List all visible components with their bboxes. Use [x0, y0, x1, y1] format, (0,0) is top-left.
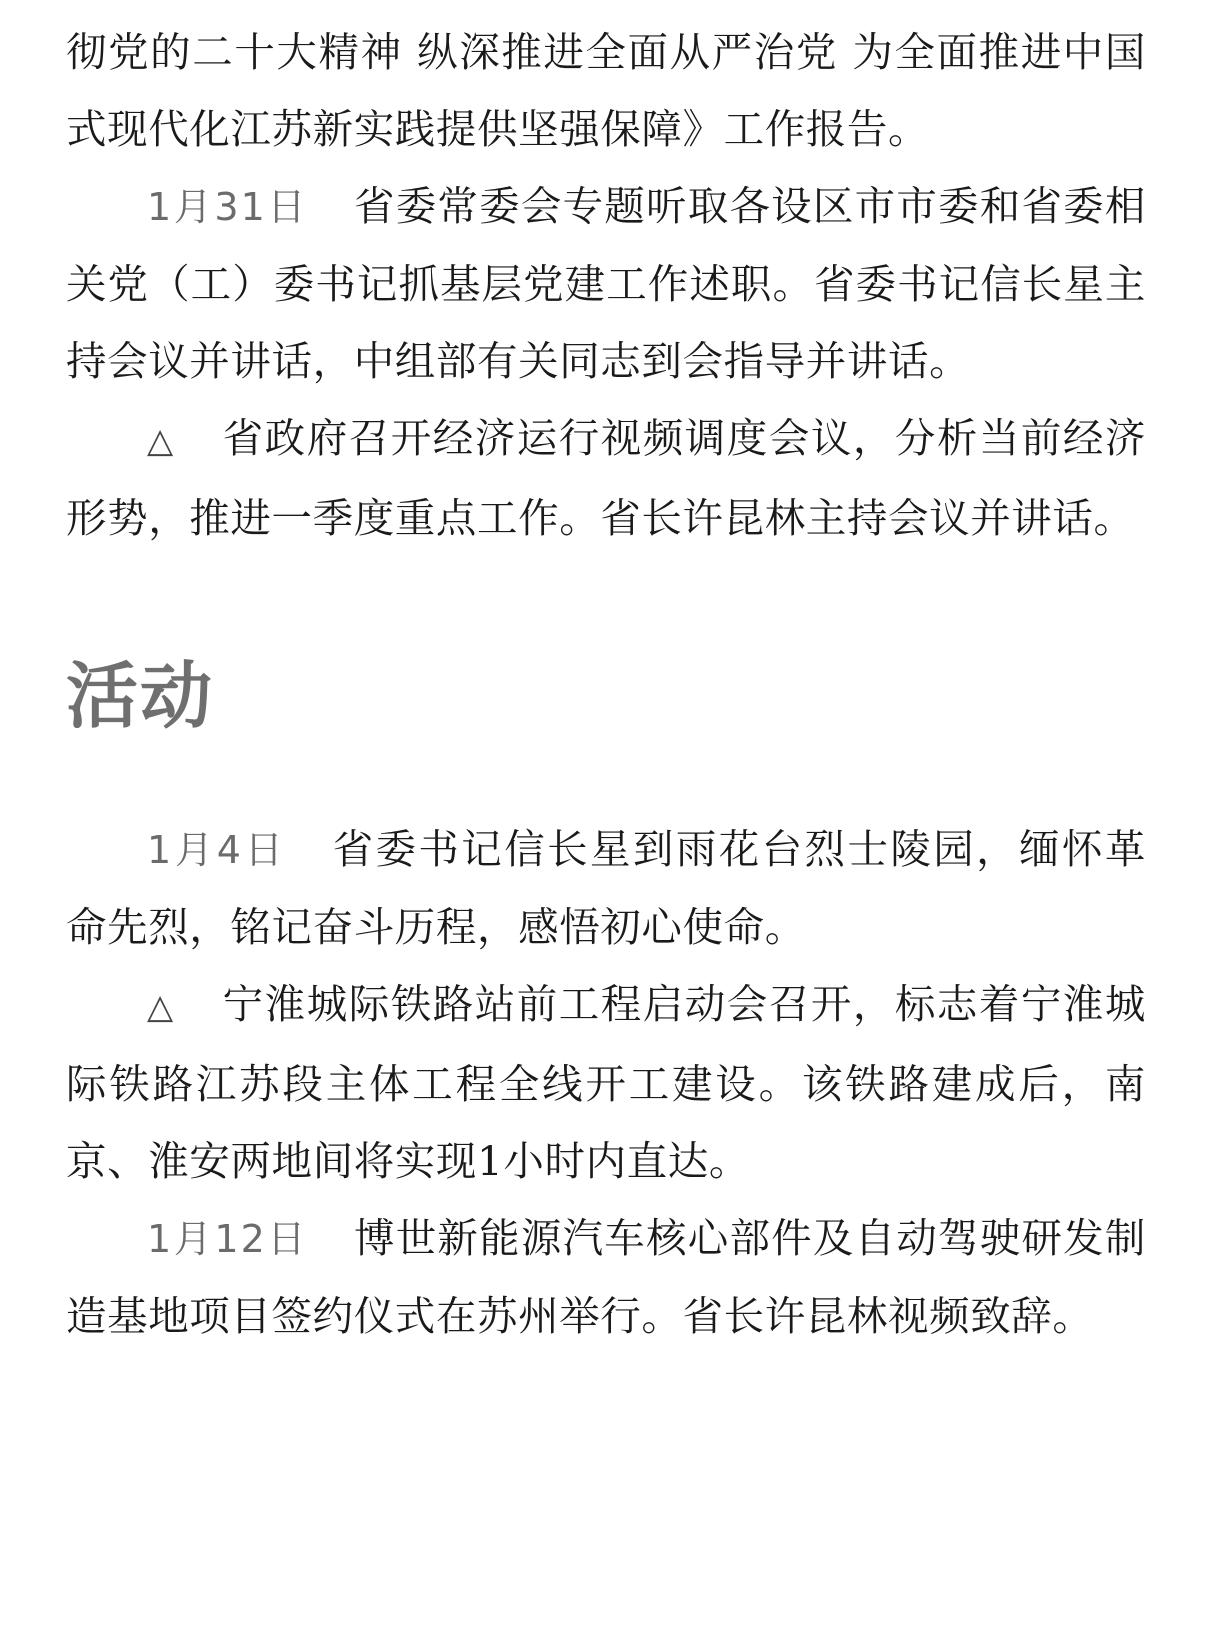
- entry-date: 1月4日: [147, 828, 287, 872]
- entry-text: 省委书记信长星到雨花台烈士陵园，缅怀革命先烈，铭记奋斗历程，感悟初心使命。: [66, 825, 1147, 951]
- entry-jan31-2: [66, 400, 1146, 557]
- entry-jan4-2: [66, 966, 1146, 1200]
- section-heading-activities: 活动: [66, 654, 215, 738]
- entry-jan31: [66, 168, 1146, 400]
- entry-jan4: [66, 811, 1146, 966]
- entry-text: 省政府召开经济运行视频调度会议，分析当前经济形势，推进一季度重点工作。省长许昆林主持会议并讲话。: [66, 414, 1147, 542]
- document-page: [66, 14, 1146, 1355]
- entry-date: 1月31日: [147, 185, 308, 229]
- entry-jan12: [66, 1200, 1146, 1355]
- continuation-paragraph: 彻党的二十大精神 纵深推进全面从严治党 为全面推进中国式现代化江苏新实践提供坚强保障》工作报告。: [66, 28, 1146, 153]
- entry-text: 博世新能源汽车核心部件及自动驾驶研发制造基地项目签约仪式在苏州举行。省长许昆林视频致辞。: [66, 1214, 1146, 1340]
- entry-text: 宁淮城际铁路站前工程启动会召开，标志着宁淮城际铁路江苏段主体工程全线开工建设。该铁路建成后，南京、淮安两地间将实现1小时内直达。: [66, 980, 1147, 1185]
- entry-date: 1月12日: [147, 1217, 308, 1261]
- entry-text: 省委常委会专题听取各设区市市委和省委相关党（工）委书记抓基层党建工作述职。省委书记信长星主持会议并讲话，中组部有关同志到会指导并讲话。: [66, 182, 1146, 385]
- triangle-marker-icon: △: [147, 421, 175, 461]
- triangle-marker-icon: △: [147, 987, 175, 1027]
